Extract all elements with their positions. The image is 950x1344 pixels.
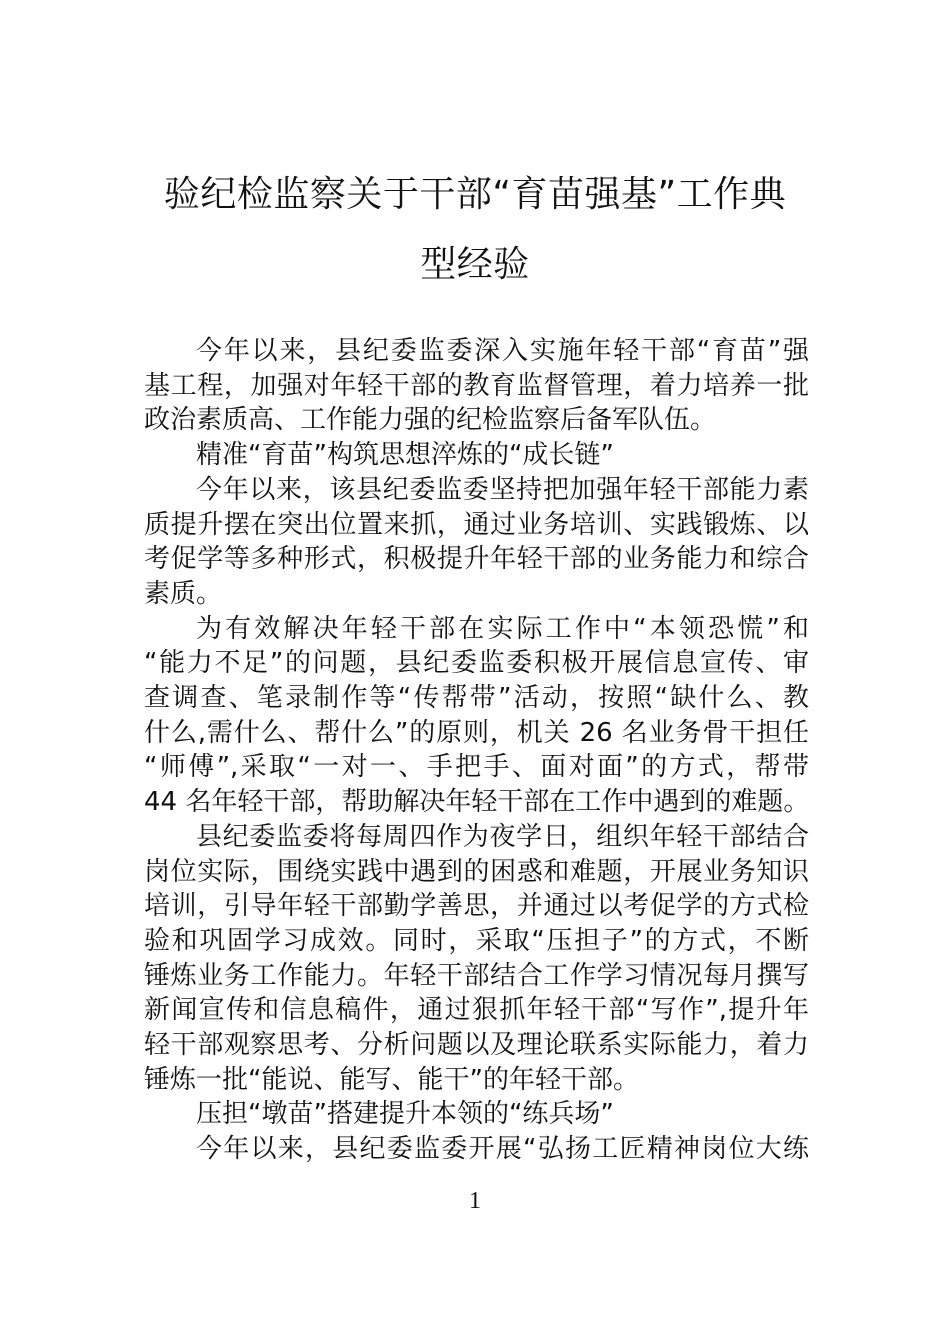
paragraph-line: 锤炼一批“能说、能写、能干”的年轻干部。 (144, 1064, 639, 1095)
paragraph-line: 44 名年轻干部，帮助解决年轻干部在工作中遇到的难题。 (144, 787, 810, 818)
paragraph-line: 查调查、笔录制作等“传帮带”活动，按照“缺什么、教 (144, 683, 809, 713)
paragraph-line: 政治素质高、工作能力强的纪检监察后备军队伍。 (144, 405, 717, 436)
paragraph-line: 今年以来，县纪委监委开展“弘扬工匠精神岗位大练 (196, 1134, 809, 1165)
paragraph-line: 今年以来，县纪委监委深入实施年轻干部“育苗”强 (196, 336, 809, 366)
paragraph-line: 新闻宣传和信息稿件，通过狠抓年轻干部“写作”,提升年 (144, 995, 809, 1026)
paragraph-line: 岗位实际，围绕实践中遇到的困惑和难题，开展业务知识 (144, 856, 809, 887)
paragraph-line: “师傅”,采取“一对一、手把手、面对面”的方式，帮带 (144, 752, 809, 783)
paragraph-line: 今年以来，该县纪委监委坚持把加强年轻干部能力素 (196, 474, 809, 505)
paragraph-line: 验和巩固学习成效。同时，采取“压担子”的方式，不断 (144, 925, 809, 956)
document-title-line-2: 型经验 (420, 244, 530, 285)
paragraph-line: “能力不足”的问题，县纪委监委积极开展信息宣传、审 (144, 648, 809, 679)
paragraph-line: 素质。 (144, 578, 223, 609)
paragraph-line: 考促学等多种形式，积极提升年轻干部的业务能力和综合 (144, 544, 809, 575)
section-heading-line: 精准“育苗”构筑思想淬炼的“成长链” (196, 440, 614, 471)
paragraph-line: 质提升摆在突出位置来抓，通过业务培训、实践锻炼、以 (144, 509, 809, 540)
paragraph-line: 县纪委监委将每周四作为夜学日，组织年轻干部结合 (196, 821, 809, 852)
paragraph-line: 什么,需什么、帮什么”的原则，机关 26 名业务骨干担任 (144, 717, 809, 748)
page-number: 1 (469, 1188, 481, 1214)
paragraph-line: 锤炼业务工作能力。年轻干部结合工作学习情况每月撰写 (144, 960, 809, 991)
paragraph-line: 轻干部观察思考、分析问题以及理论联系实际能力，着力 (144, 1030, 809, 1060)
section-heading-line: 压担“墩苗”搭建提升本领的“练兵场” (196, 1099, 614, 1130)
paragraph-line: 基工程，加强对年轻干部的教育监督管理，着力培养一批 (144, 370, 809, 401)
paragraph-line: 为有效解决年轻干部在实际工作中“本领恐慌”和 (196, 613, 809, 644)
document-title-line-1: 验纪检监察关于干部“育苗强基”工作典 (163, 174, 787, 215)
paragraph-line: 培训，引导年轻干部勤学善思，并通过以考促学的方式检 (144, 891, 809, 922)
